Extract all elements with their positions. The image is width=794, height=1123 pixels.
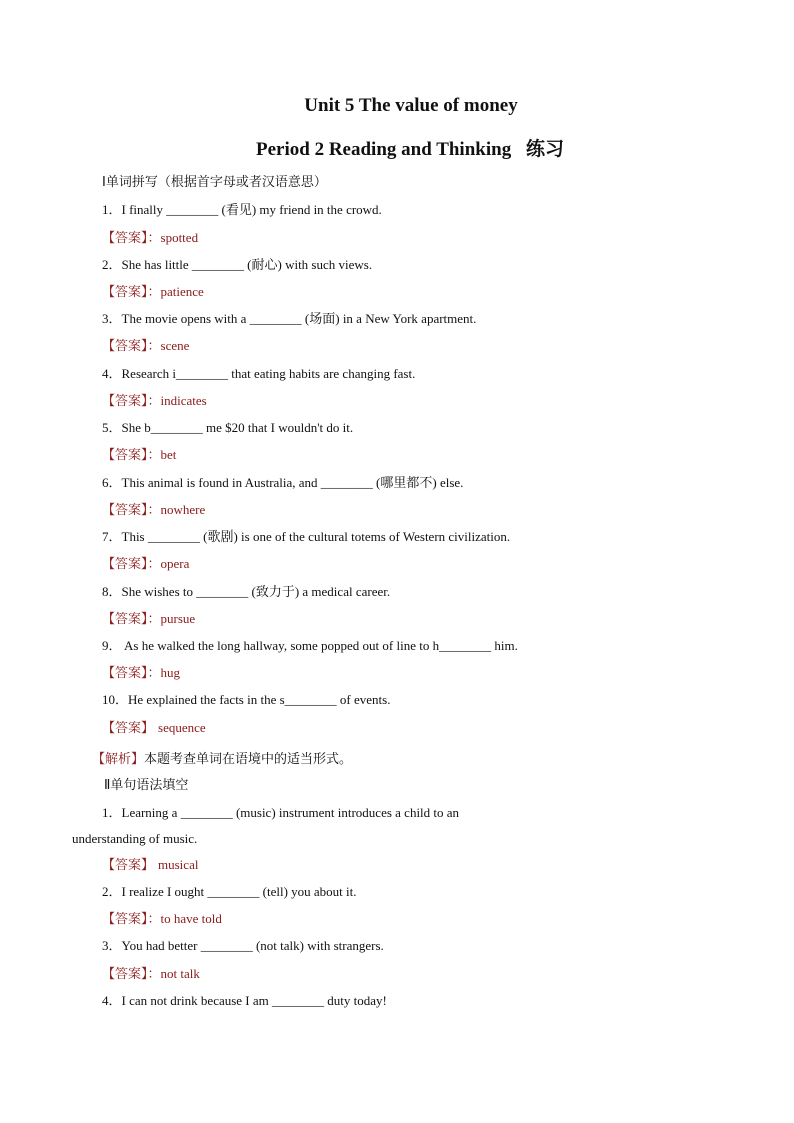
- answer-10: [102, 720, 206, 737]
- analysis-tag: 【解析】: [92, 752, 145, 767]
- answer-value: musical: [158, 857, 199, 872]
- answer-tag: 【答案】：: [102, 557, 161, 572]
- answer-2: [102, 284, 204, 301]
- answer-value: spotted: [160, 230, 199, 245]
- page-subtitle: [0, 134, 794, 161]
- page-title: Unit 5 The value of money: [304, 95, 518, 116]
- subtitle-cn: 练习: [525, 138, 564, 160]
- answer-8: [102, 611, 195, 628]
- answer-value: not talk: [160, 966, 200, 981]
- answer-tag: 【答案】：: [102, 231, 161, 246]
- question-8: 8．She wishes to ________ (致力于) a medical career.: [102, 584, 391, 599]
- analysis-text: 本题考查单词在语境中的适当形式。: [144, 752, 353, 767]
- answer-tag: 【答案】：: [102, 967, 161, 982]
- grammar-answer-1: [102, 857, 198, 874]
- analysis: [92, 752, 352, 768]
- subtitle-en: Period 2 Reading and Thinking: [256, 139, 512, 160]
- question-10: 10．He explained the facts in the s________ of events.: [102, 692, 391, 707]
- answer-value: opera: [160, 556, 190, 571]
- answer-value: scene: [160, 338, 190, 353]
- answer-value: bet: [160, 447, 177, 462]
- answer-value: patience: [160, 284, 204, 299]
- question-5: 5．She b________ me $20 that I wouldn't do it.: [102, 420, 354, 435]
- answer-3: [102, 338, 189, 355]
- answer-9: [102, 665, 180, 682]
- question-1: 1．I finally ________ (看见) my friend in the crowd.: [102, 202, 382, 217]
- answer-tag: 【答案】：: [102, 285, 161, 300]
- answer-tag: 【答案】: [102, 721, 155, 736]
- answer-tag: 【答案】：: [102, 339, 161, 354]
- question-7: 7．This ________ (歌剧) is one of the cultural totems of Western civilization.: [102, 529, 511, 544]
- answer-value: pursue: [160, 611, 196, 626]
- answer-4: [102, 393, 207, 410]
- answer-value: sequence: [158, 720, 206, 735]
- question-4: 4．Research i________ that eating habits are changing fast.: [102, 366, 416, 381]
- question-3: 3．The movie opens with a ________ (场面) in a New York apartment.: [102, 311, 477, 326]
- answer-tag: 【答案】：: [102, 666, 161, 681]
- answer-tag: 【答案】：: [102, 612, 161, 627]
- grammar-answer-2: [102, 911, 222, 928]
- question-2: 2．She has little ________ (耐心) with such views.: [102, 257, 373, 272]
- answer-5: [102, 447, 176, 464]
- grammar-question-1: 1．Learning a ________ (music) instrument introduces a child to an: [102, 805, 460, 820]
- answer-tag: 【答案】：: [102, 503, 161, 518]
- answer-tag: 【答案】：: [102, 394, 161, 409]
- grammar-question-1-cont: understanding of music.: [72, 831, 198, 846]
- answer-value: indicates: [160, 393, 207, 408]
- question-9: 9． As he walked the long hallway, some popped out of line to h________ him.: [102, 638, 518, 653]
- answer-tag: 【答案】：: [102, 448, 161, 463]
- answer-7: [102, 556, 189, 573]
- section2-heading: Ⅱ单句语法填空: [104, 778, 189, 793]
- grammar-question-3: 3．You had better ________ (not talk) with strangers.: [102, 938, 384, 953]
- answer-6: [102, 502, 205, 519]
- section1-heading: Ⅰ单词拼写（根据首字母或者汉语意思）: [102, 175, 327, 190]
- grammar-question-4: 4．I can not drink because I am ________ duty today!: [102, 993, 387, 1008]
- grammar-answer-3: [102, 966, 200, 983]
- answer-tag: 【答案】: [102, 858, 155, 873]
- grammar-question-2: 2．I realize I ought ________ (tell) you about it.: [102, 884, 357, 899]
- answer-value: hug: [160, 665, 181, 680]
- answer-value: nowhere: [160, 502, 206, 517]
- answer-1: [102, 230, 198, 247]
- answer-tag: 【答案】：: [102, 912, 161, 927]
- question-6: 6．This animal is found in Australia, and ________ (哪里都不) else.: [102, 475, 464, 490]
- answer-value: to have told: [160, 911, 222, 926]
